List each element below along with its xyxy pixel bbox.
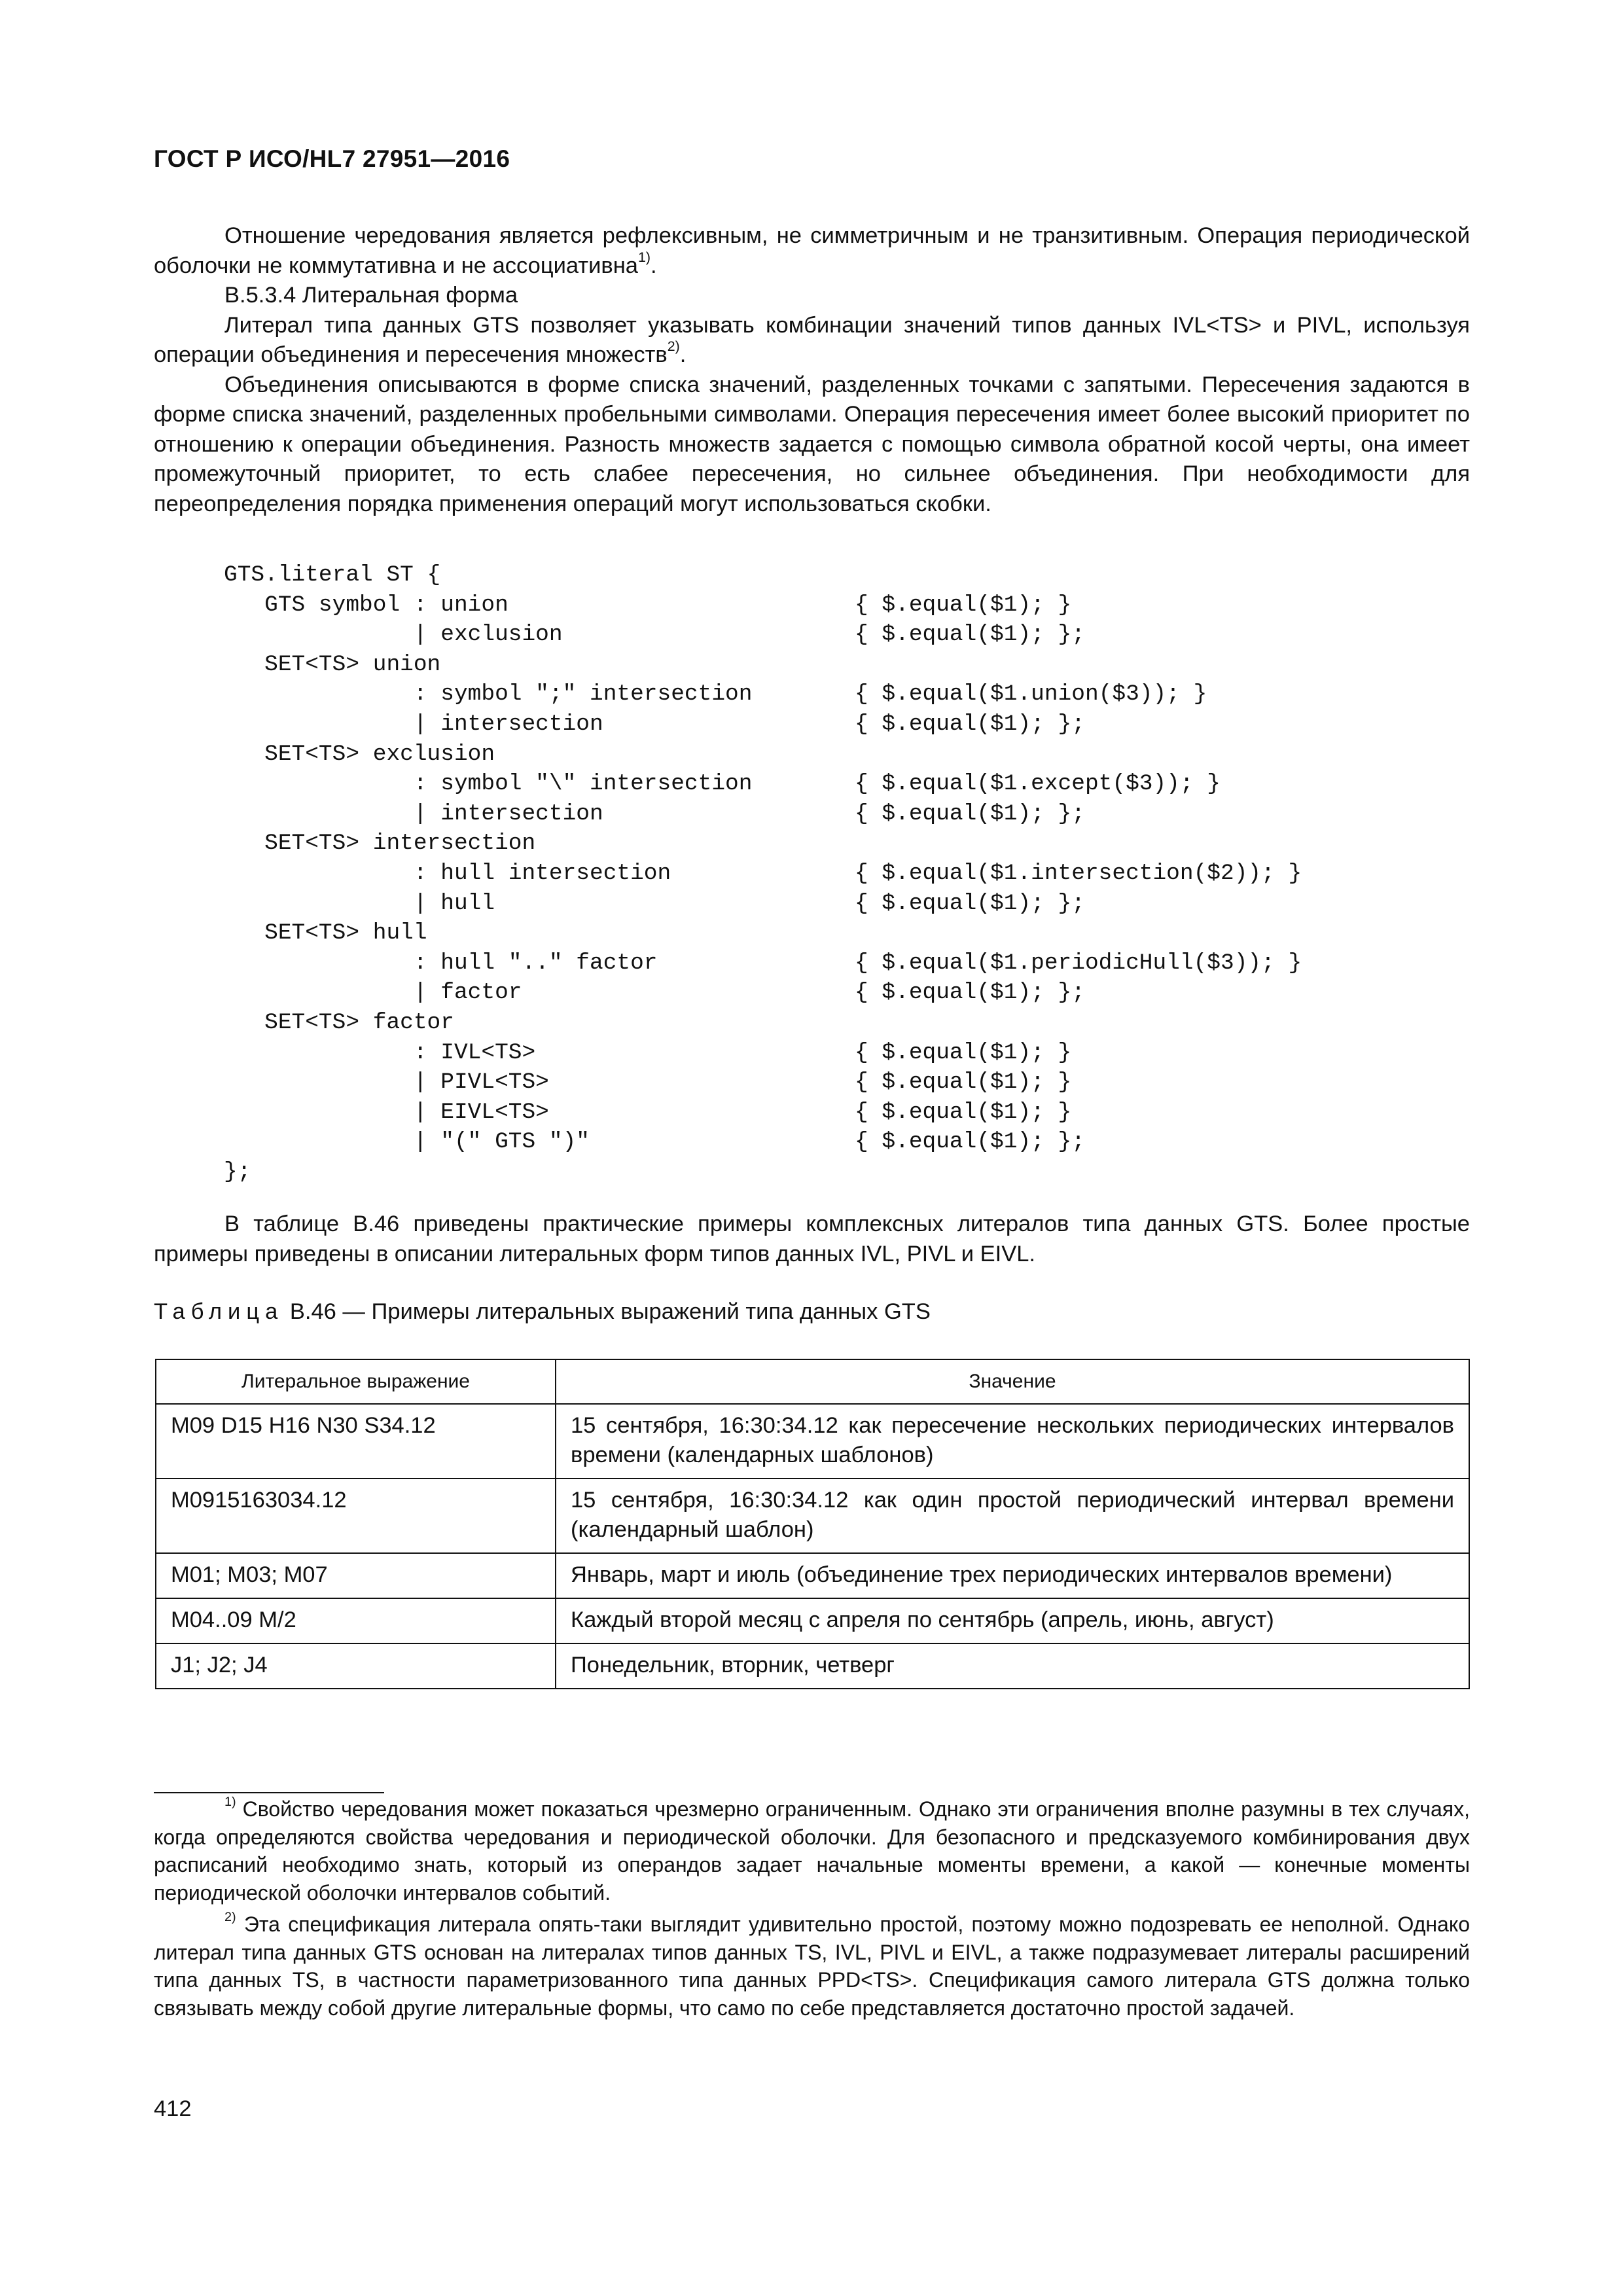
literal-expression-cell: J1; J2; J4 (156, 1643, 556, 1689)
table-row (156, 1404, 1469, 1479)
paragraph (154, 221, 1470, 281)
table-row (156, 1643, 1469, 1689)
code-rule: : symbol ";" intersection (224, 681, 753, 708)
code-rule: | factor (224, 980, 522, 1006)
value-cell: Январь, март и июль (объединение трех периодических интервалов времени) (556, 1553, 1469, 1598)
code-action: { $.equal($1); }; (855, 980, 1085, 1006)
code-rule: SET<TS> exclusion (224, 741, 495, 767)
code-action: { $.equal($1.except($3)); } (855, 771, 1221, 797)
table-caption (154, 1299, 931, 1325)
code-rule: | intersection (224, 800, 603, 827)
footnote-text: Эта спецификация литерала опять-таки выглядит удивительно простой, поэтому можно подозревать ее неполной. Однако литерал типа данных GTS основан на литералах типов данных TS, IVL, PIVL и EIVL, а также подразумевает литералы расширений типа данных TS, в частности параметризованного типа данных PPD<TS>. Спецификация самого литерала GTS должна только связывать между собой другие литеральные формы, что само по себе представляется достаточно простой задачей. (154, 1912, 1470, 2020)
footnote-text: Свойство чередования может показаться чрезмерно ограниченным. Однако эти ограничения вполне разумны в тех случаях, когда определяются свойства чередования и периодической оболочки. Для безопасного и предсказуемого комбинирования двух расписаний необходимо знать, который из операндов задает начальные моменты времени, а какой — конечные моменты периодической оболочки интервалов событий. (154, 1797, 1470, 1905)
code-action: { $.equal($1); }; (855, 711, 1085, 737)
paragraph (154, 311, 1470, 370)
paragraph-text: . (650, 253, 657, 278)
code-rule: : IVL<TS> (224, 1039, 536, 1066)
column-header: Значение (556, 1359, 1469, 1404)
code-action: { $.equal($1); } (855, 1039, 1072, 1066)
code-rule: : hull ".." factor (224, 950, 658, 976)
code-rule: : hull intersection (224, 860, 671, 886)
body-text-bottom (154, 1210, 1470, 1269)
code-rule: }; (224, 1158, 251, 1185)
paragraph-text: Отношение чередования является рефлексивным, не симметричным и не транзитивным. Операция периодической оболочки не коммутативна и не ассоциативна (154, 223, 1470, 278)
code-rule: SET<TS> intersection (224, 831, 536, 857)
value-cell: Понедельник, вторник, четверг (556, 1643, 1469, 1689)
body-text-top (154, 221, 1470, 519)
code-rule: SET<TS> factor (224, 1009, 454, 1035)
paragraph: Объединения описываются в форме списка значений, разделенных точками с запятыми. Пересечения задаются в форме списка значений, разделенных пробельными символами. Операция пересечения имеет более высокий приоритет по отношению к операции объединения. Разность множеств задается с помощью символа обратной косой черты, она имеет промежуточный приоритет, то есть слабее пересечения, но сильнее объединения. При необходимости для переопределения порядка применения операций могут использоваться скобки. (154, 372, 1470, 516)
code-rule: | hull (224, 890, 495, 916)
footnote-ref: 2) (667, 338, 680, 355)
code-rule: SET<TS> union (224, 651, 441, 677)
code-rule: : symbol "\" intersection (224, 771, 753, 797)
footnote-mark: 1) (224, 1795, 236, 1810)
code-rule: GTS symbol : union (224, 592, 508, 618)
footnote-ref: 1) (637, 249, 651, 265)
code-action: { $.equal($1); }; (855, 622, 1085, 648)
code-rule: | "(" GTS ")" (224, 1129, 590, 1155)
code-action: { $.equal($1.intersection($2)); } (855, 860, 1302, 886)
footnote-separator (154, 1792, 384, 1793)
code-rule: | EIVL<TS> (224, 1099, 549, 1125)
document-header: ГОСТ Р ИСО/HL7 27951—2016 (154, 145, 510, 172)
code-action: { $.equal($1); } (855, 592, 1072, 618)
code-action: { $.equal($1); }; (855, 800, 1085, 827)
literal-expression-cell: M04..09 M/2 (156, 1598, 556, 1643)
footnote (154, 1795, 1470, 1907)
table-body (156, 1404, 1469, 1689)
table-caption-text: B.46 — Примеры литеральных выражений типа данных GTS (289, 1299, 931, 1324)
literal-expression-cell: M01; M03; M07 (156, 1553, 556, 1598)
value-cell: Каждый второй месяц с апреля по сентябрь (апрель, июнь, август) (556, 1598, 1469, 1643)
code-action: { $.equal($1); }; (855, 1129, 1085, 1155)
code-action: { $.equal($1); } (855, 1069, 1072, 1096)
literal-expression-cell: M0915163034.12 (156, 1479, 556, 1553)
table-row (156, 1553, 1469, 1598)
section-heading: B.5.3.4 Литеральная форма (224, 283, 518, 308)
code-action: { $.equal($1); } (855, 1099, 1072, 1125)
column-header: Литеральное выражение (156, 1359, 556, 1404)
code-action: { $.equal($1.union($3)); } (855, 681, 1207, 708)
table-header-row (156, 1359, 1469, 1404)
table-caption-label: Таблица (154, 1299, 284, 1324)
paragraph: В таблице B.46 приведены практические примеры комплексных литералов типа данных GTS. Более простые примеры приведены в описании литеральных форм типов данных IVL, PIVL и EIVL. (154, 1211, 1470, 1266)
table-row (156, 1598, 1469, 1643)
code-action: { $.equal($1); }; (855, 890, 1085, 916)
code-rule: | intersection (224, 711, 603, 737)
code-rule: | exclusion (224, 622, 563, 648)
page-number: 412 (154, 2096, 192, 2121)
footnote (154, 1910, 1470, 2022)
literal-expression-cell: M09 D15 H16 N30 S34.12 (156, 1404, 556, 1479)
paragraph-text: Литерал типа данных GTS позволяет указывать комбинации значений типов данных IVL<TS> и PIVL, используя операции объединения и пересечения множеств (154, 312, 1470, 367)
code-rule: SET<TS> hull (224, 920, 427, 946)
code-rule: GTS.literal ST { (224, 562, 441, 588)
table-row (156, 1479, 1469, 1553)
paragraph-text: . (679, 342, 687, 367)
value-cell: 15 сентября, 16:30:34.12 как один простой периодический интервал времени (календарный шаблон) (556, 1479, 1469, 1553)
value-cell: 15 сентября, 16:30:34.12 как пересечение нескольких периодических интервалов времени (календарных шаблонов) (556, 1404, 1469, 1479)
code-rule: | PIVL<TS> (224, 1069, 549, 1096)
examples-table (155, 1359, 1470, 1689)
footnote-mark: 2) (224, 1910, 236, 1925)
code-action: { $.equal($1.periodicHull($3)); } (855, 950, 1302, 976)
footnotes (154, 1795, 1470, 2022)
